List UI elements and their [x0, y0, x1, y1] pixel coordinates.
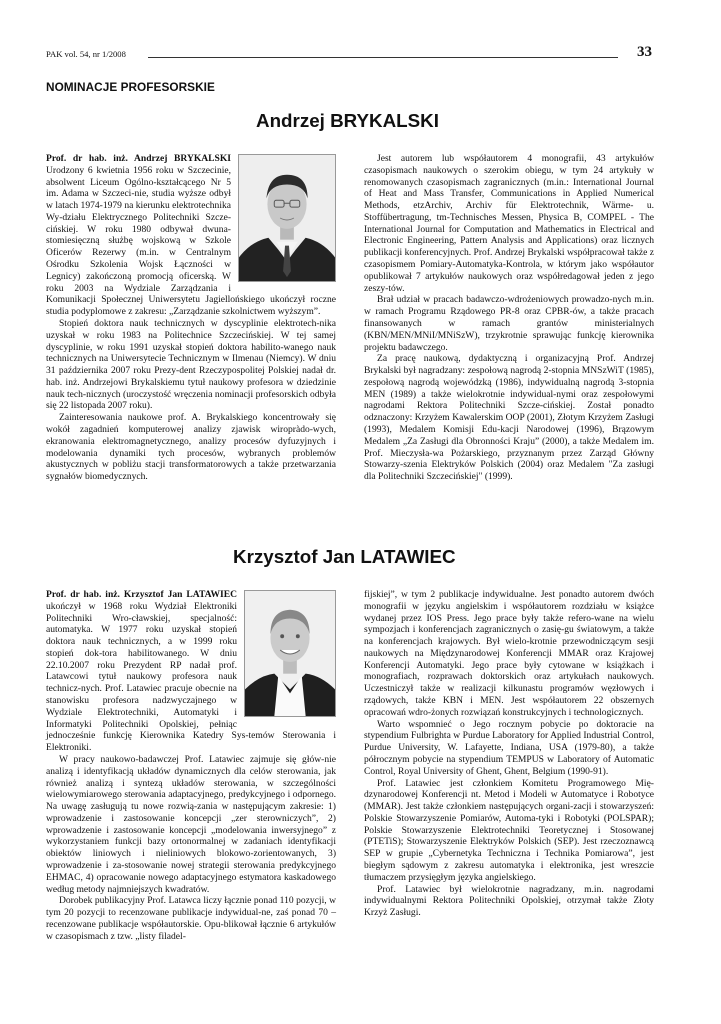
person-1-lead-text: Urodzony 6 kwietnia 1956 roku w Szczecinie, absolwent Liceum Ogólno-kształcącego Nr 5 im. Adama w Szczeci-nie, studia wyższe odbył w latach 1974-1979 na kierunku elektrotechnika Wy-działu Elektrycznego Politechniki Szcze-cińskiej. W roku 1980 odbywał dwuna-stomiesięczną służbę wojskową w Szkole Oficerów Rezerwy (m.in. w Centralnym Ośrodku Szkolenia Wojsk Łączności w Legnicy) zakończoną promocją oficerską. W roku 2003 na Wydziale Zarządzania i Komunikacji Społecznej Uniwersytetu Jagiellońskiego ukończył roczne studia podyplomowe z zakresu: „Zarządzanie szkolnictwem wyższym”.: [46, 164, 336, 318]
page-header: [46, 44, 654, 63]
person-1-right-column: [364, 153, 654, 483]
person-2-paragraph: Prof. Latawiec jest członkiem Komitetu Programowego Mię-dzynarodowej Konferencji nt. Metod i Modeli w Automatyce i Robotyce (MMAR). Jest także członkiem następujących organi-zacji i stowarzyszeń: Polskie Stowarzyszenie Pomiarów, Automa-tyki i Robotyki (POLSPAR); Polskie Stowarzyszenie Elektrotechniki Teoretycznej i Stosowanej (PTETiS); Stowarzyszenie Elektryków Polskich (SEP). Jest rzeczoznawcą SEP w grupie „Cybernetyka Techniczna i Technika Pomiarowa”, jest biegłym sądowym z zakresu automatyka i elektronika, jest wreszcie tłumaczem przysięgłym języka angielskiego.: [364, 777, 654, 883]
person-1-paragraph: Stopień doktora nauk technicznych w dyscyplinie elektrotech-nika uzyskał w roku 1983 na Politechnice Szczecińskiej. W tej samej dyscyplinie, w roku 1991 uzyskał stopień doktora habilito-wanego nauk technicznych na Uniwersytecie Technicznym w Ilmenau (Niemcy). W dniu 31 października 2007 roku Prezy-dent Rzeczypospolitej Polskiej nadał dr. hab. inż. Andrzejowi Brykalskiemu tytuł naukowy profesora w dziedzinie nauk tech-nicznych (uroczystość wręczenia nominacji profesorskich odbyła się 22 listopada 2007 roku).: [46, 317, 336, 412]
page-number: 33: [637, 44, 652, 60]
person-2-paragraph: Warto wspomnieć o Jego rocznym pobycie po doktoracie na stypendium Fulbrighta w Purdue Laboratory for Applied Industrial Control, Purdue University, W. Lafayette, Indiana, USA (1979-80), a także półrocznym pobycie na stypendium TEMPUS w Laboratory of Automatic Control, Royal University of Ghent, Ghent, Belgium (1990-91).: [364, 718, 654, 777]
portrait-photo-latawiec: [244, 590, 336, 717]
person-2-right-column: [364, 589, 654, 919]
person-2-paragraph: Prof. Latawiec był wielokrotnie nagradzany, m.in. nagrodami indywidualnymi Rektora Politechniki Opolskiej, otrzymał także Złoty Krzyż Zasługi.: [364, 883, 654, 919]
person-2-paragraph: fijskiej”, w tym 2 publikacje indywidualne. Jest ponadto autorem dwóch monografii w języku angielskim i współautorem rozdziału w książce wydanej przez IOS Press. Jego prace były także refero-wane na wielu sympozjach i konferencjach zagranicznych o zasię-gu światowym, a także na konferencjach krajowych. Był wielo-krotnie przewodniczącym sesji naukowych na Międzynarodowej Konferencji MMAR oraz Krajowej Konferencji Automatyki. Jego prace były cytowane w książkach i monografiach, rozprawach doktorskich oraz artykułach naukowych. Uczestniczył także w realizacji kilkunastu programów węzłowych i rządowych, także KBN i MEN. Jest współautorem 22 obszernych opracowań wdro-żonych rozwiązań konstrukcyjnych i technologicznych.: [364, 589, 654, 718]
person-1-paragraph: Zainteresowania naukowe prof. A. Brykalskiego koncentrowały się wokół zagadnień komputerowej analizy zjawisk wiropràdo-wych, ekranowania elektromagnetycznego, analizy procesów dyfuzyjnych i modelowania dynamiki tych procesów, wybranych problemów akustycznych w pobliżu stacji transformatorowych a także przetwarzania sygnałów biomedycznych.: [46, 412, 336, 483]
person-1-name: Andrzej BRYKALSKI: [256, 110, 439, 131]
person-1-paragraph: Brał udział w pracach badawczo-wdrożeniowych prowadzo-nych m.in. w ramach Programu Rządowego PR-8 oraz CPBR-ów, a także pracach finansowanych w ramach grantów ministerialnych (KBN/MEN/MNiI/MNiSzW), trzykrotnie sprawując funkcję kierownika projektu badawczego.: [364, 294, 654, 353]
person-2-paragraph: W pracy naukowo-badawczej Prof. Latawiec zajmuje się głów-nie analizą i identyfikacją układów dynamicznych dla celów sterowania, jak również analizą i syntezą układów sterowania, w szczególności wielowymiarowego sterowania adaptacyjnego, predykcyjnego i odpornego. Na uwagę zasługują tu nowe rozwią-zania w następującym zakresie: 1) wprowadzenie i zastosowanie koncepcji „zer sterowniczych”, 2) wprowadzenie i zastosowanie koncepcji „modelowania inwersyjnego” z wykorzystaniem funkcji bazy ortonormalnej w zadaniach identyfikacji obiektów liniowych i nieliniowych blokowo-zorientowanych, 3) wprowadzenie i za-stosowanie nowej strategii sterowania predykcyjnego EHMAC, 4) opracowanie nowego adaptacyjnego estymatora kaskadowego według metody najmniejszych kwadratów.: [46, 753, 336, 895]
person-2-lead-text: ukończył w 1968 roku Wydział Elektroniki Politechniki Wro-cławskiej, specjalność: automatyka. W 1977 roku uzyskał stopień doktora nauk technicznych, a w 1999 roku stopień dok-tora habilitowanego. W dniu 22.10.2007 roku Prezydent RP nadał prof. Latawcowi tytuł naukowy profesora nauk technicz-nych. Prof. Latawiec pracuje obecnie na stanowisku profesora nadzwyczajnego w Wydziale Elektrotechniki, Automatyki i Informatyki Politechniki Opolskiej, pełniąc jednocześnie funkcję Kierownika Katedry Sys-temów Sterowania i Elektroniki.: [46, 600, 336, 754]
journal-citation: PAK vol. 54, nr 1/2008: [46, 49, 126, 59]
person-1-lead-name: Prof. dr hab. inż. Andrzej BRYKALSKI: [46, 153, 231, 164]
person-2-paragraph: Dorobek publikacyjny Prof. Latawca liczy łącznie ponad 110 pozycji, w tym 20 pozycji to recenzowane publikacje indywidual-ne, zaś ponad 70 – recenzowane publikacje współautorskie. Opu-blikował łącznie 6 artykułów w czasopismach z tzw. „listy filadel-: [46, 895, 336, 942]
portrait-photo-brykalski: [238, 154, 336, 282]
person-2-name: Krzysztof Jan LATAWIEC: [233, 546, 456, 567]
person-2-lead-name: Prof. dr hab. inż. Krzysztof Jan LATAWIEC: [46, 589, 237, 600]
person-1-paragraph: Za pracę naukową, dydaktyczną i organizacyjną Prof. Andrzej Brykalski był nagradzany: zespołową nagrodą 2-stopnia MNSzWiT (1985), zespołową nagrodą wojewódzką (1986), indywidualną nagrodą 3-stopnia MEN (1989) a także wielokrotnie indywidual-nymi oraz zespołowymi nagrodami Rektora Politechniki Szcze-cińskiej. Został ponadto odznaczony: Krzyżem Kawalerskim OOP (2001), Złotym Krzyżem Zasługi (1993), Medalem Komisji Edu-kacji Narodowej (1996), Brązowym Medalem „Za Zasługi dla Obronności Kraju” (2000), a także Medalem im. Prof. Mieczysła-wa Pożarskiego, przyznanym przez Zarząd Główny Stowarzy-szenia Elektryków Polskich (2004) oraz Medalem "Za zasługi dla Politechniki Szczecińskiej" (1999).: [364, 353, 654, 483]
person-2-left-column: [46, 589, 336, 942]
header-rule: [148, 57, 618, 58]
person-1-paragraph: Jest autorem lub współautorem 4 monografii, 43 artykułów czasopismach naukowych o szerokim obiegu, w tym 24 artykuły w renomowanych czasopismach zagranicznych (m.in.: International Journal of Heat and Mass Transfer, Communications in Applied Numerical Methods, etzArchiv, Archiv für Elektrotechnik, Wärme- u. Stoffübertragung, tm-Technisches Messen, Physica B, COMPEL - The International Journal for Computation and Mathematics in Electrical and Electronic Engineering, Pattern Analysis and Applications) oraz licznych publikacji konferencyjnych. Prof. Andrzej Brykalski współpracował także z czasopismem Pomiary-Automatyka-Kontrola, w którym jako współautor opublikował 7 artykułów naukowych oraz współredagował jeden z jego zeszy-tów.: [364, 153, 654, 294]
person-1-left-column: [46, 153, 336, 483]
section-heading: NOMINACJE PROFESORSKIE: [46, 80, 215, 94]
